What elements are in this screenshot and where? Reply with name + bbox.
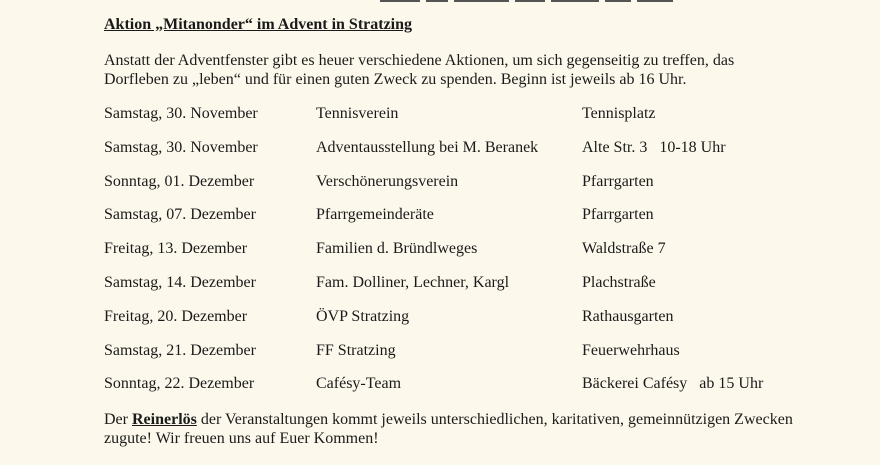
event-location: Pfarrgarten [582, 206, 654, 224]
event-location: Alte Str. 3 10-18 Uhr [582, 138, 726, 156]
event-date: Samstag, 21. Dezember [104, 341, 256, 359]
cut-off-text-line [380, 0, 680, 3]
event-date: Freitag, 13. Dezember [104, 240, 248, 258]
event-date: Freitag, 20. Dezember [104, 307, 248, 325]
closing-paragraph [104, 410, 804, 448]
event-organizer: Fam. Dolliner, Lechner, Kargl [316, 274, 510, 291]
event-date: Sonntag, 22. Dezember [104, 375, 255, 393]
event-organizer: FF Stratzing [316, 341, 396, 359]
event-date: Samstag, 30. November [104, 138, 258, 156]
closing-text: der Veranstaltungen kommt jeweils unterschiedlichen, karitativen, gemeinnützigen Zwecken zugute! Wir freuen uns auf Euer Kommen! [104, 411, 793, 447]
event-organizer: Pfarrgemeinderäte [316, 206, 434, 224]
event-organizer: Tennisverein [316, 105, 399, 122]
reinerloes-emphasis: Reinerlös [131, 411, 197, 428]
intro-paragraph: Anstatt der Adventfenster gibt es heuer verschiedene Aktionen, um sich gegenseitig zu treffen, das Dorfleben zu „leben“ und für einen guten Zweck zu spenden. Beginn ist jeweils ab 16 Uhr. [104, 52, 735, 88]
event-organizer: Verschönerungsverein [316, 172, 459, 190]
event-location: Tennisplatz [582, 105, 656, 122]
page-title: Aktion „Mitanonder“ im Advent in Stratzing [104, 16, 413, 33]
event-location: Waldstraße 7 [582, 240, 666, 258]
event-location: Plachstraße [582, 274, 656, 291]
event-date: Sonntag, 01. Dezember [104, 172, 255, 190]
event-location: Rathausgarten [582, 307, 674, 325]
event-date: Samstag, 07. Dezember [104, 206, 256, 224]
closing-prefix: Der [104, 411, 132, 428]
event-date: Samstag, 14. Dezember [104, 274, 256, 291]
event-location: Pfarrgarten [582, 172, 654, 190]
event-organizer: Familien d. Bründlweges [316, 240, 478, 258]
event-organizer: ÖVP Stratzing [316, 307, 410, 325]
event-organizer: Adventausstellung bei M. Beranek [316, 138, 539, 156]
event-date: Samstag, 30. November [104, 105, 258, 122]
event-location: Feuerwehrhaus [582, 341, 680, 359]
event-organizer: Cafésy-Team [316, 375, 402, 393]
event-location: Bäckerei Cafésy ab 15 Uhr [582, 375, 764, 393]
